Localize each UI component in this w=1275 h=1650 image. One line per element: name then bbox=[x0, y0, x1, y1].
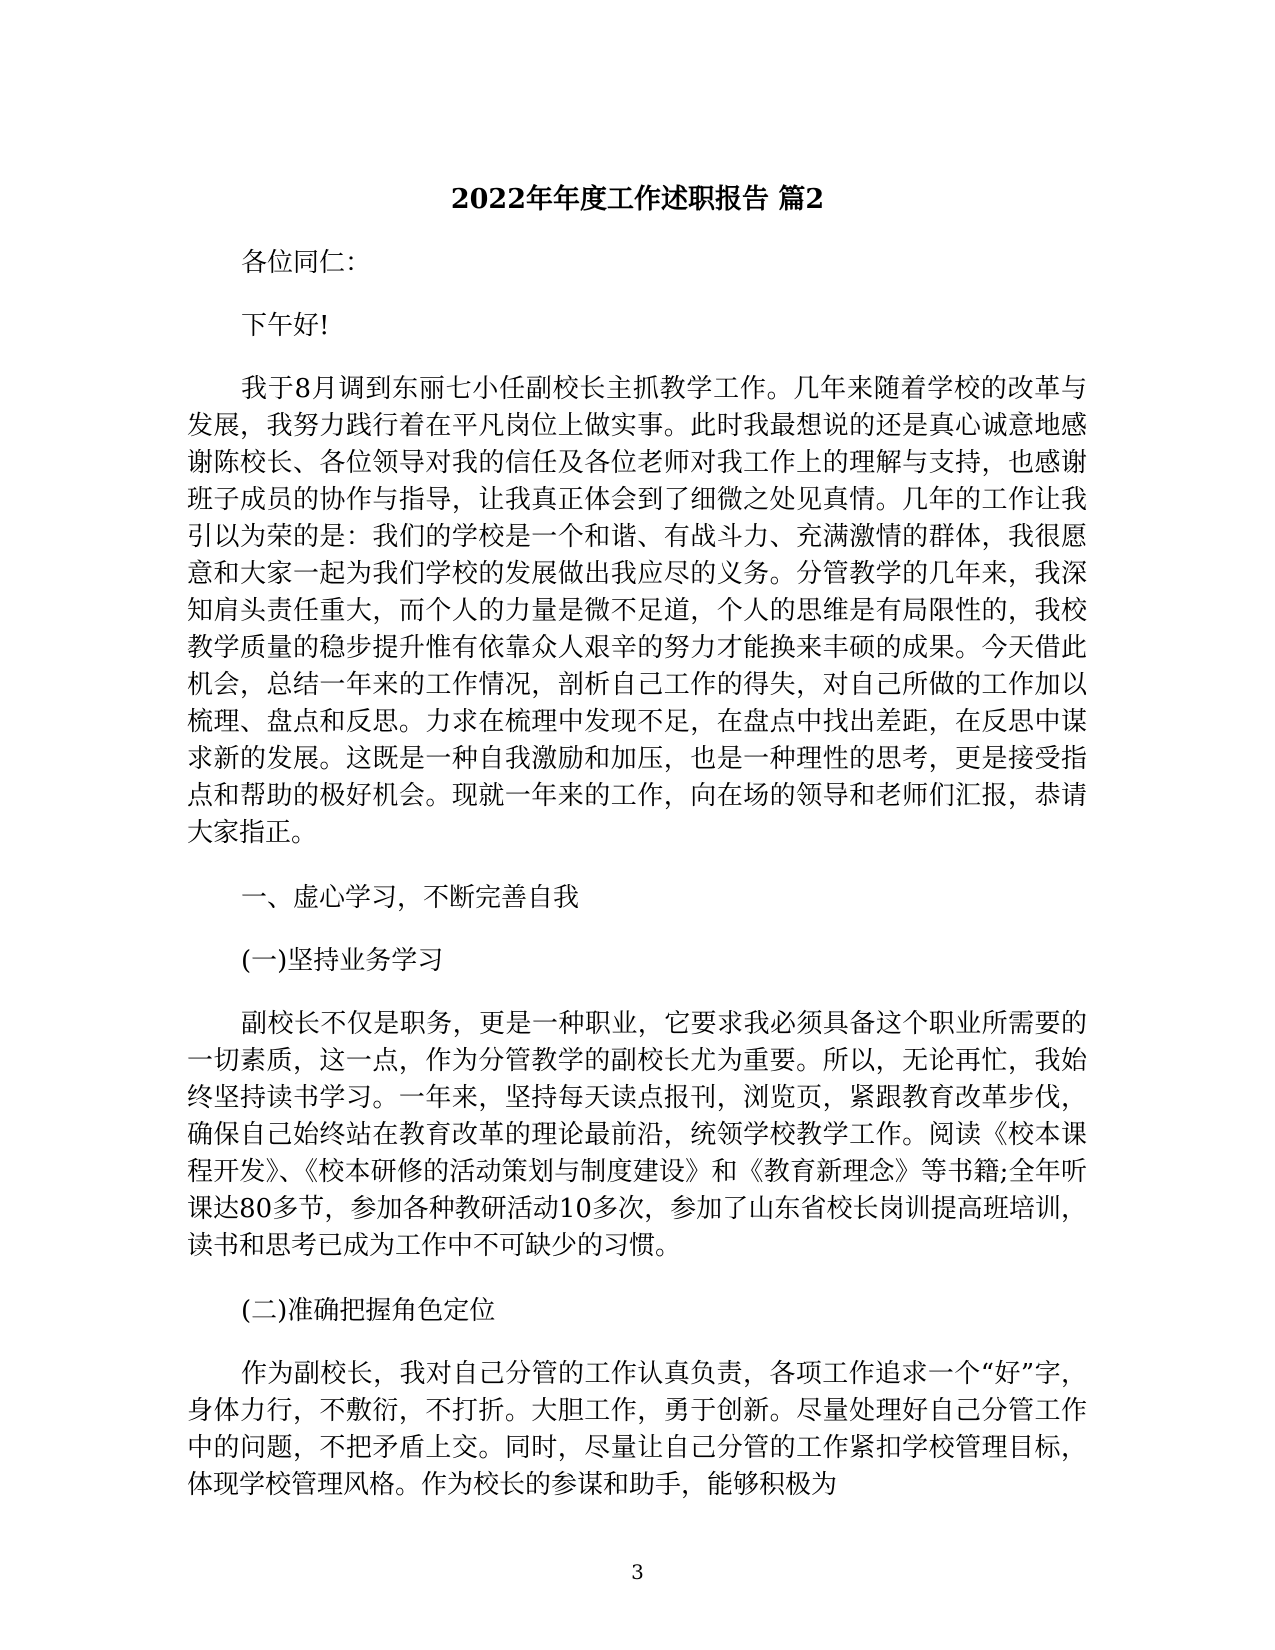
study-paragraph: 副校长不仅是职务，更是一种职业，它要求我必须具备这个职业所需要的一切素质，这一点，作为分管教学的副校长尤为重要。所以，无论再忙，我始终坚持读书学习。一年来，坚持每天读点报刊，浏览页，紧跟教育改革步伐，确保自己始终站在教育改革的理论最前沿，统领学校教学工作。阅读《校本课程开发》、《校本研修的活动策划与制度建设》和《教育新理念》等书籍;全年听课达80多节，参加各种教研活动10多次，参加了山东省校长岗训提高班培训，读书和思考已成为工作中不可缺少的习惯。 bbox=[187, 1009, 1087, 1261]
subsection-heading-2: (二)准确把握角色定位 bbox=[241, 1296, 496, 1326]
subsection-heading-1: (一)坚持业务学习 bbox=[241, 946, 444, 976]
greeting: 下午好! bbox=[241, 311, 330, 341]
role-paragraph: 作为副校长，我对自己分管的工作认真负责，各项工作追求一个“好”字，身体力行，不敷衍，不打折。大胆工作，勇于创新。尽量处理好自己分管工作中的问题，不把矛盾上交。同时，尽量让自己分管的工作紧扣学校管理目标，体现学校管理风格。作为校长的参谋和助手，能够积极为 bbox=[187, 1359, 1087, 1500]
document-title: 2022年年度工作述职报告 篇2 bbox=[450, 184, 825, 215]
document-body bbox=[187, 245, 1087, 1532]
page-number: 3 bbox=[631, 1560, 644, 1584]
salutation: 各位同仁： bbox=[241, 248, 372, 278]
intro-paragraph: 我于8月调到东丽七小任副校长主抓教学工作。几年来随着学校的改革与发展，我努力践行着在平凡岗位上做实事。此时我最想说的还是真心诚意地感谢陈校长、各位领导对我的信任及各位老师对我工作上的理解与支持，也感谢班子成员的协作与指导，让我真正体会到了细微之处见真情。几年的工作让我引以为荣的是：我们的学校是一个和谐、有战斗力、充满激情的群体，我很愿意和大家一起为我们学校的发展做出我应尽的义务。分管教学的几年来，我深知肩头责任重大，而个人的力量是微不足道，个人的思维是有局限性的，我校教学质量的稳步提升惟有依靠众人艰辛的努力才能换来丰硕的成果。今天借此机会，总结一年来的工作情况，剖析自己工作的得失，对自己所做的工作加以梳理、盘点和反思。力求在梳理中发现不足，在盘点中找出差距，在反思中谋求新的发展。这既是一种自我激励和加压，也是一种理性的思考，更是接受指点和帮助的极好机会。现就一年来的工作，向在场的领导和老师们汇报，恭请大家指正。 bbox=[187, 374, 1087, 848]
section-heading-1: 一、虚心学习，不断完善自我 bbox=[241, 883, 580, 913]
